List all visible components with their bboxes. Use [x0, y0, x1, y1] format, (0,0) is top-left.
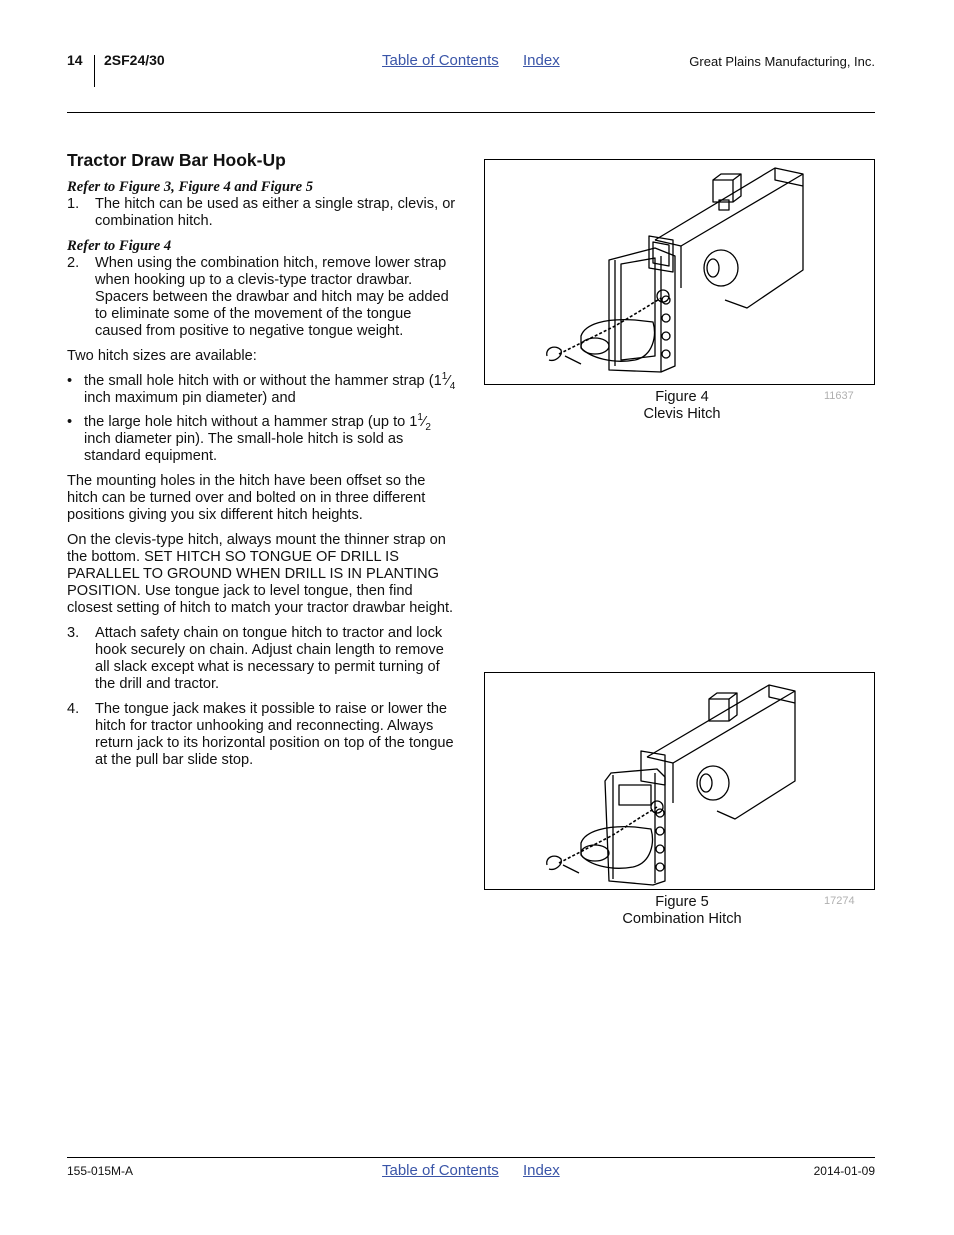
- step-number: 2.: [67, 255, 80, 271]
- step-4: [67, 701, 459, 769]
- bullet-item: [67, 414, 459, 465]
- paragraph: On the clevis-type hitch, always mount the thinner strap on the bottom. SET HITCH SO TONGUE OF DRILL IS PARALLEL TO GROUND WHEN DRILL IS IN PLANTING POSITION. Use tongue jack to level tongue, then find closest setting of hitch to match your tractor drawbar height.: [67, 532, 454, 616]
- header-toc-link[interactable]: Table of Contents: [382, 52, 499, 69]
- step-number: 1.: [67, 196, 80, 212]
- footer-index-link[interactable]: Index: [523, 1162, 560, 1179]
- document-number: 155-015M-A: [67, 1164, 134, 1178]
- step-number: 4.: [67, 701, 80, 717]
- header-divider: [94, 55, 95, 87]
- step-text: When using the combination hitch, remove lower strap when hooking up to a clevis-type tractor drawbar. Spacers between the drawbar and hitch may be added to eliminate some of the movement of the tongue caused from positive to negative tongue weight.: [95, 255, 449, 339]
- figure-title: Clevis Hitch: [643, 406, 721, 422]
- combination-hitch-drawing: [485, 673, 874, 889]
- document-date: 2014-01-09: [813, 1164, 875, 1178]
- figure-reference: Refer to Figure 4: [67, 238, 172, 254]
- header-rule: [67, 112, 875, 113]
- bullet-marker: •: [67, 373, 73, 389]
- section-title: Tractor Draw Bar Hook-Up: [67, 150, 286, 170]
- bullet-marker: •: [67, 414, 73, 430]
- figure-label: Figure 5: [655, 894, 709, 910]
- bullet-item: [67, 373, 459, 407]
- step-text: The hitch can be used as either a single strap, clevis, or combination hitch.: [95, 196, 456, 229]
- step-2: [67, 255, 459, 340]
- figure-reference: Refer to Figure 3, Figure 4 and Figure 5: [67, 179, 314, 195]
- step-text: Attach safety chain on tongue hitch to tractor and lock hook securely on chain. Adjust chain length to remove all slack except what is necessary to permit turning of the drill and tractor.: [95, 625, 444, 692]
- footer-rule: [67, 1157, 875, 1158]
- model-name: 2SF24/30: [104, 52, 165, 68]
- figure-id-number: 17274: [824, 895, 855, 907]
- step-1: [67, 196, 459, 230]
- figure-4-image: [484, 159, 875, 385]
- page-number: 14: [67, 52, 83, 68]
- figure-4-caption: [582, 389, 782, 423]
- company-name: Great Plains Manufacturing, Inc.: [689, 54, 875, 69]
- figure-id-number: 11637: [824, 390, 854, 402]
- figure-label: Figure 4: [655, 389, 709, 405]
- step-number: 3.: [67, 625, 80, 641]
- header-index-link[interactable]: Index: [523, 52, 560, 69]
- figure-title: Combination Hitch: [622, 911, 742, 927]
- step-text: The tongue jack makes it possible to raise or lower the hitch for tractor unhooking and reconnecting. Always return jack to its horizontal position on top of the tongue at the pull bar slide stop.: [95, 701, 454, 768]
- figure-5-image: [484, 672, 875, 890]
- bullet-text: the small hole hitch with or without the hammer strap ($1^1⁄_4$ inch maximum pin diameter) and: [84, 371, 456, 406]
- figure-5-caption: [582, 894, 782, 928]
- paragraph: The mounting holes in the hitch have been offset so the hitch can be turned over and bolted on in three different positions giving you six different hitch heights.: [67, 473, 426, 523]
- bullet-text: the large hole hitch without a hammer strap (up to $1^1⁄_2$ inch diameter pin). The small-hole hitch is sold as standard equipment.: [84, 412, 431, 464]
- footer-toc-link[interactable]: Table of Contents: [382, 1162, 499, 1179]
- clevis-hitch-drawing: [485, 160, 874, 384]
- main-text-column: [67, 149, 459, 769]
- paragraph: Two hitch sizes are available:: [67, 348, 257, 364]
- step-3: [67, 625, 459, 693]
